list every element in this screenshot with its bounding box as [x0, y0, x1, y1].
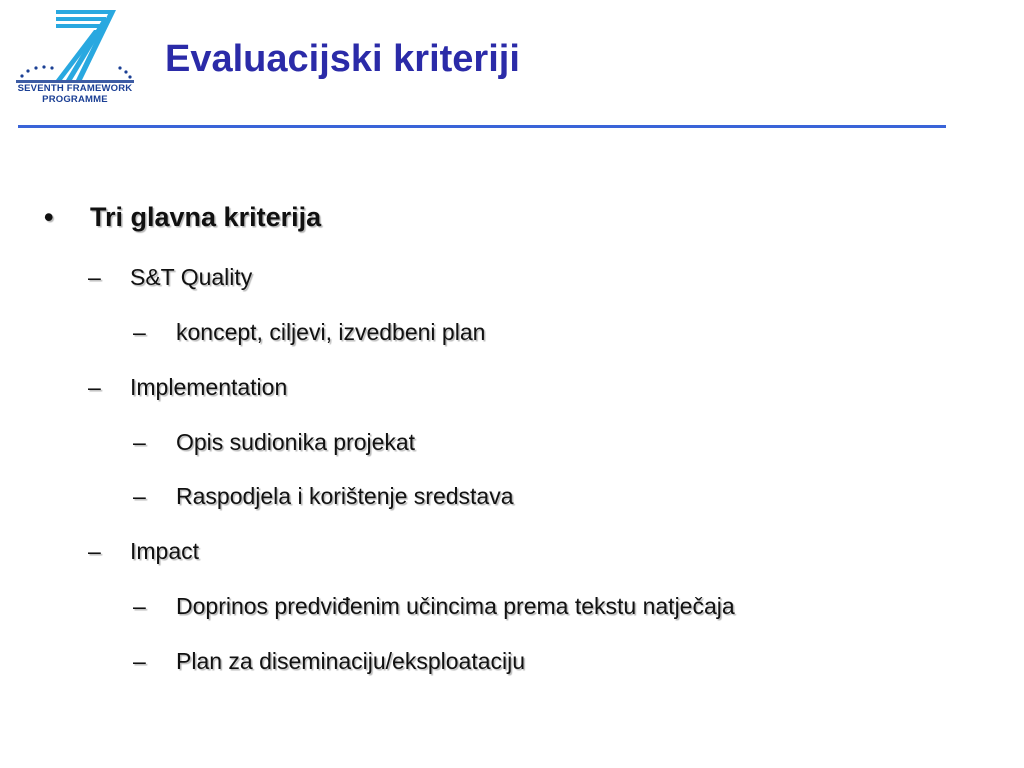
bullet-marker: – [88, 538, 101, 564]
bullet-text: koncept, ciljevi, izvedbeni plan [176, 319, 486, 345]
bullet-marker: – [88, 374, 101, 400]
bullet-text: Tri glavna kriterija [90, 202, 322, 232]
bullet-text: Impact [130, 538, 200, 564]
bullet-marker: – [133, 429, 146, 455]
logo-text-line1: SEVENTH FRAMEWORK [17, 83, 133, 94]
bullet-marker: – [133, 648, 146, 674]
bullet-marker: • [44, 202, 54, 232]
bullet-text: Opis sudionika projekat [176, 429, 416, 455]
bullet-marker: – [133, 483, 146, 509]
bullet-text: S&T Quality [130, 264, 253, 290]
slide-title: Evaluacijski kriteriji [165, 38, 520, 80]
logo-text-line2: PROGRAMME [42, 94, 108, 105]
bullet-marker: – [133, 593, 146, 619]
bullet-text: Implementation [130, 374, 288, 400]
bullet-marker: – [88, 264, 101, 290]
bullet-text: Raspodjela i korištenje sredstava [176, 483, 514, 509]
bullet-marker: – [133, 319, 146, 345]
bullet-text: Plan za diseminaciju/eksploataciju [176, 648, 526, 674]
bullet-text: Doprinos predviđenim učincima prema tekstu natječaja [176, 593, 735, 619]
